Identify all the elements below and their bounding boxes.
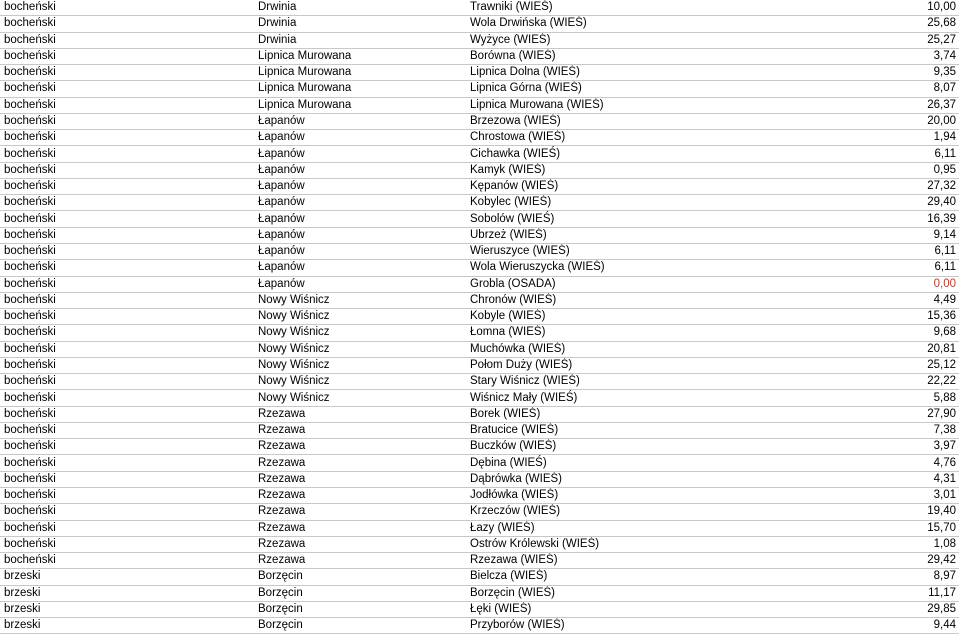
cell-miejscowosc: Połom Duży (WIEŚ) [466, 357, 692, 373]
cell-value: 0,95 [692, 162, 959, 178]
table-row [0, 504, 959, 520]
cell-powiat: bocheński [0, 113, 254, 129]
cell-gmina: Łapanów [254, 227, 466, 243]
cell-value: 8,07 [692, 81, 959, 97]
cell-powiat: bocheński [0, 390, 254, 406]
table-row [0, 569, 959, 585]
table-row [0, 585, 959, 601]
cell-miejscowosc: Jodłówka (WIEŚ) [466, 487, 692, 503]
cell-value: 5,88 [692, 390, 959, 406]
table-row [0, 406, 959, 422]
table-row [0, 374, 959, 390]
cell-gmina: Drwinia [254, 32, 466, 48]
cell-value: 1,94 [692, 130, 959, 146]
cell-value: 15,36 [692, 309, 959, 325]
cell-miejscowosc: Kamyk (WIEŚ) [466, 162, 692, 178]
table-row [0, 553, 959, 569]
cell-value: 20,81 [692, 341, 959, 357]
cell-gmina: Łapanów [254, 146, 466, 162]
cell-miejscowosc: Muchówka (WIEŚ) [466, 341, 692, 357]
table-row [0, 16, 959, 32]
table-row [0, 341, 959, 357]
cell-miejscowosc: Krzeczów (WIEŚ) [466, 504, 692, 520]
cell-value: 25,68 [692, 16, 959, 32]
table-row [0, 0, 959, 16]
table-row [0, 211, 959, 227]
cell-gmina: Łapanów [254, 113, 466, 129]
cell-miejscowosc: Wola Wieruszycka (WIEŚ) [466, 260, 692, 276]
cell-value: 9,44 [692, 618, 959, 634]
cell-gmina: Lipnica Murowana [254, 81, 466, 97]
cell-value: 9,35 [692, 65, 959, 81]
table-row [0, 195, 959, 211]
cell-value: 4,76 [692, 455, 959, 471]
cell-powiat: bocheński [0, 504, 254, 520]
cell-powiat: bocheński [0, 374, 254, 390]
cell-powiat: bocheński [0, 195, 254, 211]
cell-value: 3,97 [692, 439, 959, 455]
cell-value: 1,08 [692, 536, 959, 552]
cell-miejscowosc: Borek (WIEŚ) [466, 406, 692, 422]
cell-powiat: bocheński [0, 243, 254, 259]
table-row [0, 439, 959, 455]
cell-miejscowosc: Trawniki (WIEŚ) [466, 0, 692, 16]
cell-powiat: bocheński [0, 536, 254, 552]
cell-powiat: bocheński [0, 260, 254, 276]
cell-gmina: Rzezawa [254, 471, 466, 487]
cell-value: 3,74 [692, 48, 959, 64]
table-row [0, 276, 959, 292]
cell-powiat: bocheński [0, 0, 254, 16]
cell-gmina: Rzezawa [254, 439, 466, 455]
cell-gmina: Borzęcin [254, 601, 466, 617]
cell-value: 19,40 [692, 504, 959, 520]
cell-powiat: bocheński [0, 292, 254, 308]
cell-miejscowosc: Grobla (OSADA) [466, 276, 692, 292]
cell-value: 29,85 [692, 601, 959, 617]
cell-powiat: bocheński [0, 471, 254, 487]
cell-value: 20,00 [692, 113, 959, 129]
cell-powiat: bocheński [0, 439, 254, 455]
cell-miejscowosc: Wieruszyce (WIEŚ) [466, 243, 692, 259]
cell-miejscowosc: Stary Wiśnicz (WIEŚ) [466, 374, 692, 390]
cell-gmina: Rzezawa [254, 455, 466, 471]
cell-powiat: bocheński [0, 422, 254, 438]
table-row [0, 178, 959, 194]
cell-gmina: Drwinia [254, 0, 466, 16]
cell-gmina: Łapanów [254, 276, 466, 292]
table-row [0, 48, 959, 64]
cell-powiat: bocheński [0, 65, 254, 81]
cell-miejscowosc: Cichawka (WIEŚ) [466, 146, 692, 162]
cell-value: 4,49 [692, 292, 959, 308]
cell-powiat: bocheński [0, 227, 254, 243]
cell-gmina: Borzęcin [254, 585, 466, 601]
cell-gmina: Borzęcin [254, 569, 466, 585]
cell-gmina: Rzezawa [254, 504, 466, 520]
cell-value: 29,42 [692, 553, 959, 569]
cell-miejscowosc: Bratucice (WIEŚ) [466, 422, 692, 438]
cell-gmina: Rzezawa [254, 422, 466, 438]
table-row [0, 81, 959, 97]
table-row [0, 536, 959, 552]
cell-gmina: Drwinia [254, 16, 466, 32]
cell-miejscowosc: Lipnica Górna (WIEŚ) [466, 81, 692, 97]
cell-gmina: Nowy Wiśnicz [254, 292, 466, 308]
cell-value: 11,17 [692, 585, 959, 601]
table-row [0, 487, 959, 503]
cell-gmina: Nowy Wiśnicz [254, 374, 466, 390]
cell-value: 6,11 [692, 243, 959, 259]
cell-miejscowosc: Wiśnicz Mały (WIEŚ) [466, 390, 692, 406]
cell-gmina: Nowy Wiśnicz [254, 357, 466, 373]
cell-powiat: bocheński [0, 130, 254, 146]
cell-powiat: bocheński [0, 178, 254, 194]
cell-powiat: bocheński [0, 520, 254, 536]
cell-value: 7,38 [692, 422, 959, 438]
cell-value: 6,11 [692, 146, 959, 162]
table-row [0, 162, 959, 178]
cell-powiat: bocheński [0, 276, 254, 292]
cell-miejscowosc: Borzęcin (WIEŚ) [466, 585, 692, 601]
table-row [0, 130, 959, 146]
cell-gmina: Łapanów [254, 211, 466, 227]
cell-miejscowosc: Kobyle (WIEŚ) [466, 309, 692, 325]
cell-miejscowosc: Wola Drwińska (WIEŚ) [466, 16, 692, 32]
cell-powiat: bocheński [0, 553, 254, 569]
cell-miejscowosc: Przyborów (WIEŚ) [466, 618, 692, 634]
cell-miejscowosc: Kępanów (WIEŚ) [466, 178, 692, 194]
cell-powiat: bocheński [0, 211, 254, 227]
cell-value: 6,11 [692, 260, 959, 276]
cell-gmina: Rzezawa [254, 536, 466, 552]
cell-gmina: Nowy Wiśnicz [254, 309, 466, 325]
cell-miejscowosc: Łęki (WIEŚ) [466, 601, 692, 617]
cell-powiat: bocheński [0, 357, 254, 373]
cell-value: 25,27 [692, 32, 959, 48]
table-row [0, 618, 959, 634]
table-row [0, 325, 959, 341]
cell-powiat: bocheński [0, 162, 254, 178]
cell-value: 4,31 [692, 471, 959, 487]
cell-miejscowosc: Bielcza (WIEŚ) [466, 569, 692, 585]
cell-miejscowosc: Buczków (WIEŚ) [466, 439, 692, 455]
cell-gmina: Rzezawa [254, 406, 466, 422]
cell-miejscowosc: Borówna (WIEŚ) [466, 48, 692, 64]
table-row [0, 601, 959, 617]
cell-powiat: brzeski [0, 601, 254, 617]
table-row [0, 471, 959, 487]
cell-gmina: Rzezawa [254, 553, 466, 569]
cell-powiat: bocheński [0, 81, 254, 97]
cell-gmina: Łapanów [254, 130, 466, 146]
cell-miejscowosc: Łazy (WIEŚ) [466, 520, 692, 536]
cell-value: 27,32 [692, 178, 959, 194]
cell-gmina: Łapanów [254, 162, 466, 178]
cell-gmina: Łapanów [254, 195, 466, 211]
cell-miejscowosc: Kobylec (WIEŚ) [466, 195, 692, 211]
table-row [0, 520, 959, 536]
cell-value: 25,12 [692, 357, 959, 373]
table-row [0, 113, 959, 129]
table-row [0, 260, 959, 276]
cell-gmina: Rzezawa [254, 487, 466, 503]
cell-powiat: bocheński [0, 341, 254, 357]
cell-gmina: Rzezawa [254, 520, 466, 536]
table-row [0, 65, 959, 81]
table-row [0, 292, 959, 308]
table-row [0, 32, 959, 48]
table-row [0, 227, 959, 243]
table-row [0, 146, 959, 162]
cell-powiat: brzeski [0, 585, 254, 601]
cell-gmina: Łapanów [254, 178, 466, 194]
cell-powiat: bocheński [0, 146, 254, 162]
cell-value: 27,90 [692, 406, 959, 422]
cell-gmina: Nowy Wiśnicz [254, 325, 466, 341]
cell-miejscowosc: Sobolów (WIEŚ) [466, 211, 692, 227]
cell-gmina: Borzęcin [254, 618, 466, 634]
cell-powiat: bocheński [0, 16, 254, 32]
cell-gmina: Łapanów [254, 243, 466, 259]
cell-miejscowosc: Brzezowa (WIEŚ) [466, 113, 692, 129]
table-row [0, 455, 959, 471]
cell-value: 0,00 [692, 276, 959, 292]
cell-miejscowosc: Lipnica Murowana (WIEŚ) [466, 97, 692, 113]
cell-gmina: Nowy Wiśnicz [254, 390, 466, 406]
cell-miejscowosc: Lipnica Dolna (WIEŚ) [466, 65, 692, 81]
cell-miejscowosc: Wyżyce (WIEŚ) [466, 32, 692, 48]
cell-powiat: brzeski [0, 618, 254, 634]
cell-powiat: bocheński [0, 406, 254, 422]
cell-value: 16,39 [692, 211, 959, 227]
cell-gmina: Lipnica Murowana [254, 97, 466, 113]
cell-value: 26,37 [692, 97, 959, 113]
cell-powiat: bocheński [0, 309, 254, 325]
cell-miejscowosc: Rzezawa (WIEŚ) [466, 553, 692, 569]
cell-value: 8,97 [692, 569, 959, 585]
table-row [0, 309, 959, 325]
cell-value: 10,00 [692, 0, 959, 16]
cell-powiat: bocheński [0, 325, 254, 341]
cell-value: 9,14 [692, 227, 959, 243]
table-row [0, 357, 959, 373]
cell-powiat: bocheński [0, 32, 254, 48]
cell-miejscowosc: Ostrów Królewski (WIEŚ) [466, 536, 692, 552]
cell-miejscowosc: Chronów (WIEŚ) [466, 292, 692, 308]
cell-gmina: Lipnica Murowana [254, 65, 466, 81]
cell-value: 22,22 [692, 374, 959, 390]
cell-miejscowosc: Ubrzeż (WIEŚ) [466, 227, 692, 243]
cell-powiat: bocheński [0, 487, 254, 503]
table-row [0, 97, 959, 113]
cell-value: 29,40 [692, 195, 959, 211]
table-row [0, 422, 959, 438]
cell-gmina: Łapanów [254, 260, 466, 276]
cell-powiat: bocheński [0, 455, 254, 471]
cell-value: 9,68 [692, 325, 959, 341]
table-row [0, 243, 959, 259]
cell-miejscowosc: Dębina (WIEŚ) [466, 455, 692, 471]
table-row [0, 390, 959, 406]
cell-miejscowosc: Chrostowa (WIEŚ) [466, 130, 692, 146]
cell-powiat: bocheński [0, 97, 254, 113]
cell-value: 15,70 [692, 520, 959, 536]
cell-value: 3,01 [692, 487, 959, 503]
cell-gmina: Nowy Wiśnicz [254, 341, 466, 357]
cell-gmina: Lipnica Murowana [254, 48, 466, 64]
cell-miejscowosc: Dąbrówka (WIEŚ) [466, 471, 692, 487]
cell-miejscowosc: Łomna (WIEŚ) [466, 325, 692, 341]
cell-powiat: brzeski [0, 569, 254, 585]
cell-powiat: bocheński [0, 48, 254, 64]
